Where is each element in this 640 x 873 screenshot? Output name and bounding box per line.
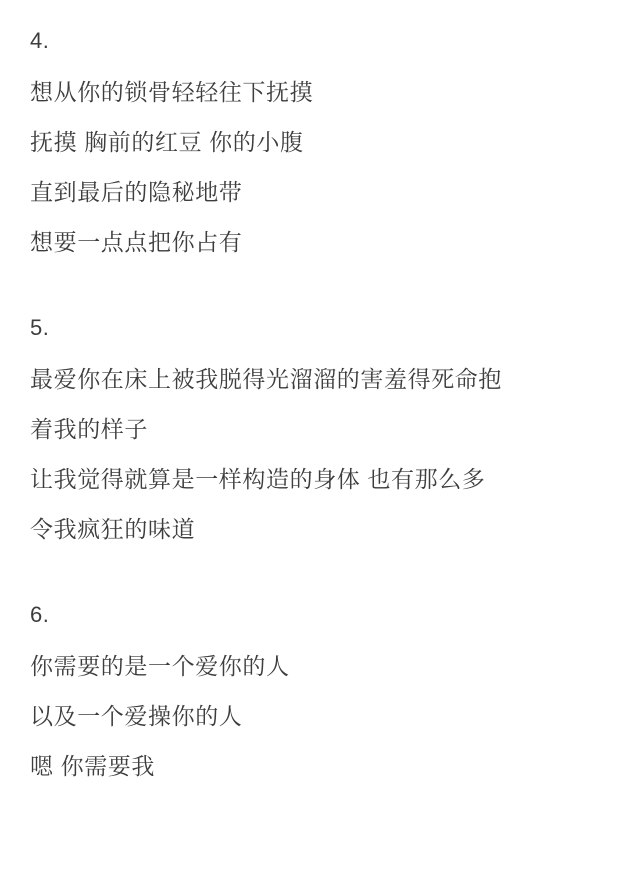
text-section-5 — [30, 311, 610, 554]
text-line: 让我觉得就算是一样构造的身体 也有那么多 — [30, 466, 486, 492]
section-number: 4. — [30, 28, 50, 53]
text-line: 最爱你在床上被我脱得光溜溜的害羞得死命抱 — [30, 366, 502, 392]
section-number: 5. — [30, 315, 50, 340]
text-section-6 — [30, 598, 610, 791]
text-line: 想从你的锁骨轻轻往下抚摸 — [30, 79, 314, 105]
text-line: 你需要的是一个爱你的人 — [30, 653, 290, 679]
text-line: 令我疯狂的味道 — [30, 516, 196, 542]
text-line: 嗯 你需要我 — [30, 753, 155, 779]
text-line: 直到最后的隐秘地带 — [30, 179, 243, 205]
text-line: 着我的样子 — [30, 416, 148, 442]
text-section-4 — [30, 24, 610, 267]
text-line: 想要一点点把你占有 — [30, 229, 243, 255]
text-line: 抚摸 胸前的红豆 你的小腹 — [30, 129, 304, 155]
text-line: 以及一个爱操你的人 — [30, 703, 243, 729]
section-number: 6. — [30, 602, 50, 627]
